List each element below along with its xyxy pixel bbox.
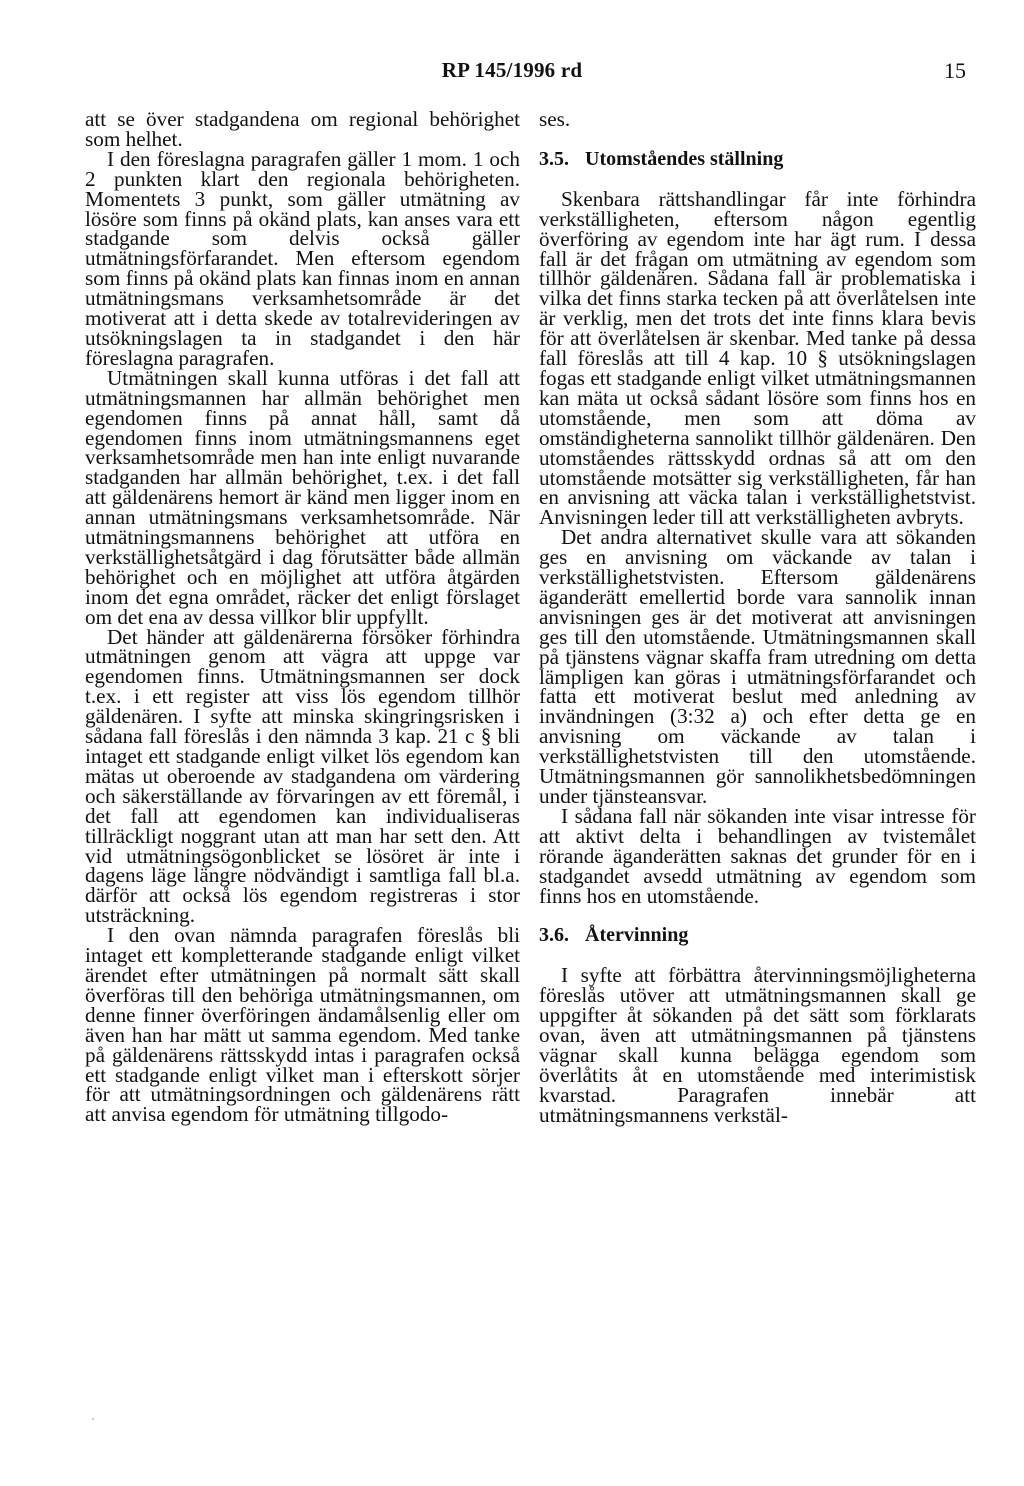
paragraph: Det händer att gäldenärerna försöker förhindra utmätningen genom att vägra att uppge var egendomen finns. Utmätningsmannen ser dock t.ex. i ett register att viss lös egendom tillhör gäldenären. I syfte att minska skingringsrisken i sådana fall föreslås i den nämnda 3 kap. 21 c § bli intaget ett stadgande enligt vilket lös egendom kan mätas ut oberoende av stadgandena om värdering och säkerställande av förvaringen av ett föremål, i det fall att egendomen kan individualiseras tillräckligt noggrant utan att man har sett den. Att vid utmätningsögonblicket se lösöret är inte i dagens läge längre nödvändigt i samtliga fall bl.a. därför att också lös egendom registreras i stor utsträckning. (85, 624, 520, 928)
section-heading-3-5 (539, 147, 976, 170)
paragraph: I den ovan nämnda paragrafen föreslås bli intaget ett kompletterande stadgande enligt vilket ärendet efter utmätningen på normalt sätt skall överföras till den behöriga utmätningsmannen, om denne finner överföringen ändamålsenlig eller om även han har mätt ut samma egendom. Med tanke på gäldenärens rättsskydd intas i paragrafen också ett stadgande enligt vilket man i efterskott sörjer för att utmätningsordningen och gäldenärens rätt att anvisa egendom för utmätning tillgodo- (85, 923, 520, 1127)
left-column (85, 107, 520, 1127)
paragraph: I syfte att förbättra återvinningsmöjligheterna föreslås utöver att utmätningsmannen skall ge uppgifter åt sökanden på det sätt som förklarats ovan, även att utmätningsmannen på tjänstens vägnar skall kunna belägga egendom som överlåtits åt en utomstående med interimistisk kvarstad. Paragrafen innebär att utmätningsmannens verkstäl- (539, 963, 976, 1127)
paragraph: Skenbara rättshandlingar får inte förhindra verkställigheten, eftersom någon egentlig överföring av egendom inte har ägt rum. I dessa fall är det frågan om utmätning av egendom som tillhör gäldenären. Sådana fall är problematiska i vilka det finns starka tecken på att överlåtelsen inte är verklig, men det trots det inte finns klara bevis för att överlåtelsen är skenbar. Med tanke på dessa fall föreslås att till 4 kap. 10 § utsökningslagen fogas ett stadgande enligt vilket utmätningsmannen kan mäta ut också sådant lösöre som finns hos en utomstående, men som att döma av omständigheterna sannolikt tillhör gäldenären. Den utomståendes rättsskydd ordnas så att om den utomstående motsätter sig verkställigheten, får han en anvisning att väcka talan i verkställighetstvist. Anvisningen leder till att verkställigheten avbryts. (539, 186, 976, 530)
page-header (0, 58, 1024, 88)
section-heading-3-6 (539, 926, 976, 946)
paragraph: Utmätningen skall kunna utföras i det fall att utmätningsmannen har allmän behörighet men egendomen finns på annat håll, samt då egendomen finns inom utmätningsmannens eget verksamhetsområde men han inte enligt nuvarande stadganden har allmän behörighet, t.ex. i det fall att gäldenärens hemort är känd men ligger inom en annan utmätningsmans verksamhetsområde. När utmätningsmannens behörighet att utföra en verkställighetsåtgärd i dag förutsätter både allmän behörighet och en möjlighet att utföra åtgärden inom det egna området, räcker det enligt förslaget om det ena av dessa villkor blir uppfyllt. (85, 365, 520, 629)
section-number: 3.6. (539, 924, 569, 947)
paragraph: Det andra alternativet skulle vara att sökanden ges en anvisning om väckande av talan i verkställighetstvisten. Eftersom gäldenärens äganderätt emellertid borde vara sannolik innan anvisningen ges är det motiverat att anvisningen ges till den utomstående. Utmätningsmannen skall på tjänstens vägnar skaffa fram utredning om detta lämpligen kan göras i utmätningsförfarandet och fatta ett motiverat beslut med anledning av invändningen (3:32 a) och efter detta ge en anvisning om väckande av talan i verkställighetstvisten till den utomstående. Utmätningsmannen gör sannolikhetsbedömningen under tjänsteansvar. (539, 525, 976, 808)
scan-speck (92, 1418, 94, 1420)
document-title: RP 145/1996 rd (441, 58, 583, 82)
section-title: Återvinning (585, 924, 689, 947)
section-number: 3.5. (539, 147, 569, 170)
paragraph: I sådana fall när sökanden inte visar intresse för att aktivt delta i behandlingen av tvistemålet rörande äganderätten saknas det grunder för en i stadgandet avsedd utmätning av egendom som finns hos en utomstående. (539, 803, 976, 908)
paragraph: att se över stadgandena om regional behörighet som helhet. (85, 107, 520, 151)
paragraph-continuation: ses. (539, 107, 571, 131)
section-title: Utomståendes ställning (585, 147, 784, 170)
paragraph: I den föreslagna paragrafen gäller 1 mom. 1 och 2 punkten klart den regionala behörigheten. Momentets 3 punkt, som gäller utmätning av lösöre som finns på okänd plats, kan anses vara ett stadgande som delvis också gäller utmätningsförfarandet. Men eftersom egendom som finns på okänd plats kan finnas inom en annan utmätningsmans verksamhetsområde är det motiverat att i detta skede av totalrevideringen av utsökningslagen ta in stadgandet i den här föreslagna paragrafen. (85, 146, 520, 370)
page-number: 15 (944, 58, 966, 83)
right-column (539, 107, 976, 1127)
